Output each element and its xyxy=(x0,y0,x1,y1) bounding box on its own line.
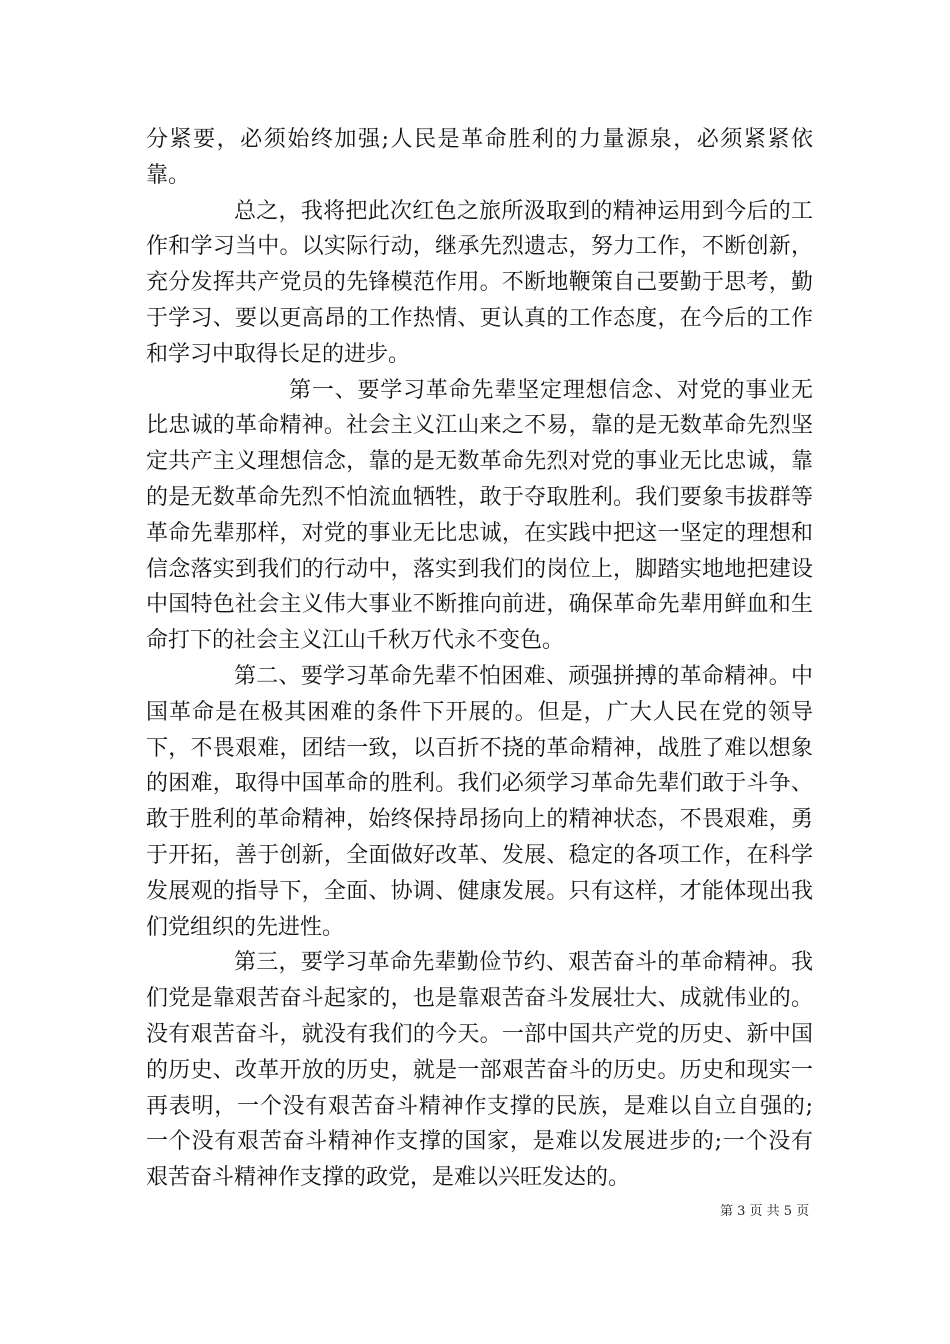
paragraph-continued: 分紧要，必须始终加强;人民是革命胜利的力量源泉，必须紧紧依靠。 xyxy=(146,127,813,188)
document-body xyxy=(146,122,813,1196)
paragraph-third-point: 第三，要学习革命先辈勤俭节约、艰苦奋斗的革命精神。我们党是靠艰苦奋斗起家的，也是靠艰苦奋斗发展壮大、成就伟业的。没有艰苦奋斗，就没有我们的今天。一部中国共产党的历史、新中国的历史、改革开放的历史，就是一部艰苦奋斗的历史。历史和现实一再表明，一个没有艰苦奋斗精神作支撑的民族，是难以自立自强的;一个没有艰苦奋斗精神作支撑的国家，是难以发展进步的;一个没有艰苦奋斗精神作支撑的政党，是难以兴旺发达的。 xyxy=(146,950,813,1191)
paragraph-first-point: 第一、要学习革命先辈坚定理想信念、对党的事业无比忠诚的革命精神。社会主义江山来之不易，靠的是无数革命先烈坚定共产主义理想信念，靠的是无数革命先烈对党的事业无比忠诚，靠的是无数革命先烈不怕流血牺牲，敢于夺取胜利。我们要象韦拔群等革命先辈那样，对党的事业无比忠诚，在实践中把这一坚定的理想和信念落实到我们的行动中，落实到我们的岗位上，脚踏实地地把建设中国特色社会主义伟大事业不断推向前进，确保革命先辈用鲜血和生命打下的社会主义江山千秋万代永不变色。 xyxy=(146,377,813,654)
page-number-footer: 第 3 页 共 5 页 xyxy=(720,1204,810,1219)
paragraph-conclusion: 总之，我将把此次红色之旅所汲取到的精神运用到今后的工作和学习当中。以实际行动，继承先烈遗志，努力工作，不断创新，充分发挥共产党员的先锋模范作用。不断地鞭策自己要勤于思考，勤于学习、要以更高昂的工作热情、更认真的工作态度，在今后的工作和学习中取得长足的进步。 xyxy=(146,198,813,367)
paragraph-second-point: 第二、要学习革命先辈不怕困难、顽强拼搏的革命精神。中国革命是在极其困难的条件下开展的。但是，广大人民在党的领导下，不畏艰难，团结一致，以百折不挠的革命精神，战胜了难以想象的困难，取得中国革命的胜利。我们必须学习革命先辈们敢于斗争、敢于胜利的革命精神，始终保持昂扬向上的精神状态，不畏艰难，勇于开拓，善于创新，全面做好改革、发展、稳定的各项工作，在科学发展观的指导下，全面、协调、健康发展。只有这样，才能体现出我们党组织的先进性。 xyxy=(146,663,813,940)
